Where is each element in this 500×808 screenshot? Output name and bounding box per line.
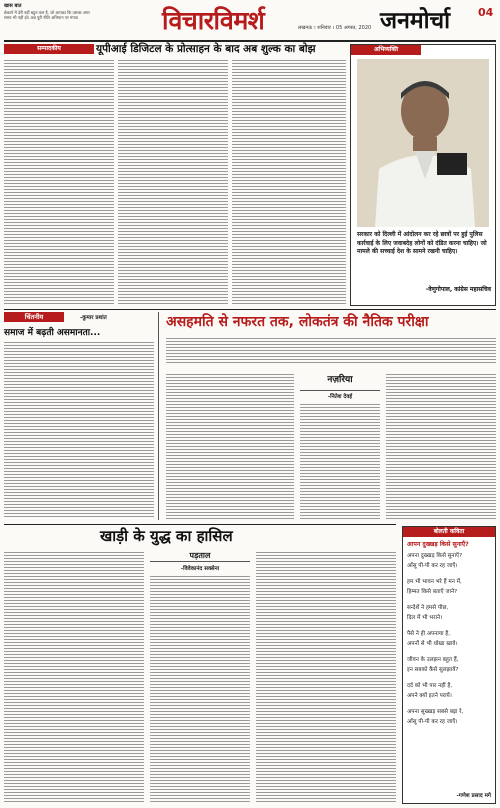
page-number: 04 — [478, 6, 494, 19]
poem-line: हिम्मत किसे बताएँ जाने? — [407, 589, 458, 595]
editorial-body-col2 — [118, 58, 228, 306]
corner-brief-heading: खास बात — [4, 3, 22, 9]
poem-lines — [407, 551, 493, 727]
opinion-label: अभिव्यक्ति — [351, 45, 421, 55]
nazariya-label: नज़रिया — [327, 375, 353, 385]
chintan-headline: समाज में बढ़ती असमानता... — [4, 328, 101, 338]
poem-line: अपना दुख्खड़ किसे सुनाएँ? — [407, 553, 463, 559]
main-headline: असहमति से नफरत तक, लोकतंत्र की नैतिक परीक्षा — [166, 314, 429, 330]
lower-body-col1 — [4, 550, 144, 804]
lower-byline: -विवेकानंद सक्सेना — [180, 566, 220, 572]
section-title: विचारविमर्श — [162, 6, 265, 35]
corner-brief-text: छेकाने में देरी नहीं बहुत कम है, जो आपका कि उसका अगर समय भी नहीं हो। अब पूरी नीति अभियान पर मंगवा — [4, 10, 90, 20]
editorial-body-col1 — [4, 58, 114, 306]
editorial-label: सम्पादकीय — [4, 44, 94, 54]
corner-brief — [4, 3, 98, 37]
poem-line: दिल में भी भराने। — [407, 615, 443, 621]
poem-line: इन सबको कैसे सुलझायें? — [407, 667, 459, 673]
poem-line: अपना सुख्खड़ सबसे बढ़ा रे, — [407, 709, 464, 715]
masthead-meta: लखनऊ । शनिवार । 05 अगस्त, 2020 — [298, 25, 372, 31]
main-body-col3 — [386, 372, 496, 520]
poem-line: आँसू पी-पी कर रह जाएँ। — [407, 563, 458, 569]
chintan-label: चिंतनीय — [4, 312, 64, 322]
section-divider-1 — [4, 309, 496, 310]
opinion-quote: सरकार को दिल्ली में आंदोलन कर रहे छात्रों पर हुई पुलिस कार्रवाई के लिए जवाबदेह लोगों को दंडित करना चाहिए। जो मामले की सच्चाई देश के सामने रखनी चाहिए। — [357, 231, 487, 255]
chintan-body — [4, 340, 154, 518]
portrait-figure — [357, 59, 489, 227]
poem-line: हम भी भावन भरे हैं मन में, — [407, 579, 462, 585]
opinion-box — [350, 44, 496, 306]
poem-line: सन्देशें ने हमसे पीछ, — [407, 605, 449, 611]
poem-label: बोलती कविता — [403, 527, 495, 537]
main-intro-text — [166, 336, 496, 364]
opinion-attribution: -वेणुगोपाल, कांग्रेस महासचिव — [425, 286, 491, 293]
lower-body-col3 — [256, 550, 396, 804]
poem-line: अपनों से भी धोखा खाये। — [407, 641, 458, 647]
column-divider — [158, 312, 159, 520]
poem-title: आपन दुख्खड़ किसे सुनाएँ? — [407, 541, 469, 548]
poem-line: आँसू पी-पी कर रह जाएँ। — [407, 719, 458, 725]
portrait-photo — [357, 59, 489, 227]
main-body-col2 — [300, 402, 380, 520]
padtal-label: पड़ताल — [150, 550, 250, 562]
chintan-byline: -कुमार प्रशांत — [80, 315, 107, 321]
lower-headline: खाड़ी के युद्ध का हासिल — [100, 527, 233, 545]
brand-logo: जनमोर्चा — [380, 8, 451, 34]
poem-author: -गणेश प्रसाद मगे — [456, 793, 491, 799]
poem-line: अपने क्यों इतने परायें। — [407, 693, 452, 699]
editorial-body-col3 — [232, 58, 346, 306]
lower-body-col2 — [150, 574, 250, 804]
poem-line: दर्द को भी पार नहीं है, — [407, 683, 453, 689]
editorial-headline: यूपीआई डिजिटल के प्रोत्साहन के बाद अब शुल्क का बोझ — [96, 43, 316, 55]
masthead — [0, 0, 500, 40]
section-divider-2 — [4, 524, 396, 525]
main-byline: -नितेश देवई — [327, 394, 353, 400]
poem-line: पैसे ने ही अपनाया है, — [407, 631, 451, 637]
poem-box — [402, 526, 496, 804]
nazariya-label-box — [300, 372, 380, 391]
poem-line: जीवन के उलझन बहुत हैं, — [407, 657, 459, 663]
main-body-col1 — [166, 372, 294, 520]
